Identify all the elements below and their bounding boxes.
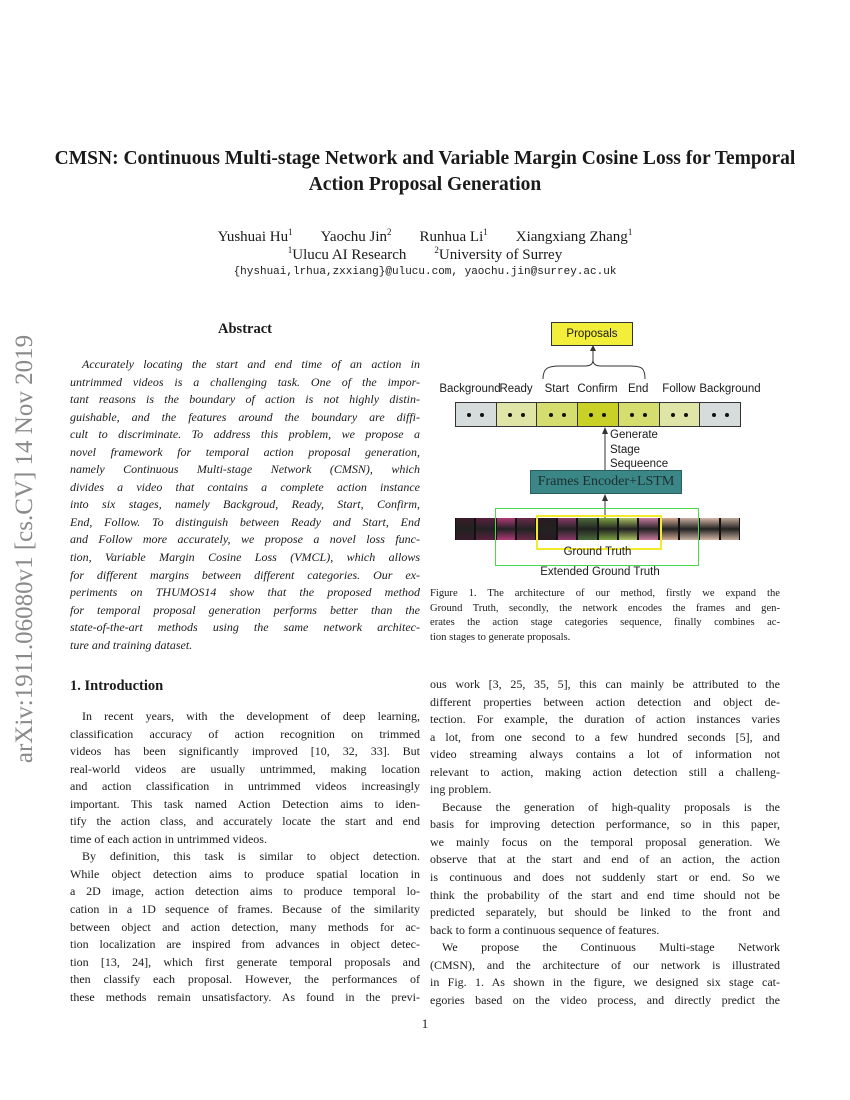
text-line: tection. For example, the duration of action instances varies (430, 712, 780, 727)
text-line: for different margins between different categories. Our ex- (70, 567, 420, 582)
text-line: ing problem. (430, 782, 492, 797)
text-line: think the probability of the start and end time should not be (430, 887, 780, 902)
text-line: relevant to action, making action detection still a challeng- (430, 764, 780, 779)
intro-left-column (70, 708, 420, 1006)
text-line: cult to discriminate. To address this problem, we propose a (70, 427, 420, 442)
stage-label: Background (699, 383, 761, 395)
ground-truth-label: Ground Truth (563, 546, 632, 558)
extended-ground-truth-label: Extended Ground Truth (540, 566, 660, 578)
author-name: Xiangxiang Zhang (515, 229, 628, 245)
dot-icon (467, 413, 471, 417)
text-line: tion stages to generate proposals. (430, 631, 571, 643)
generate-stage-sequence-label (610, 428, 668, 472)
video-frame (700, 518, 718, 540)
text-line: and action classification in untrimmed videos increasingly (70, 779, 420, 794)
text-line: Because the generation of high-quality proposals is the (442, 799, 780, 814)
stage-label: Start (544, 383, 569, 395)
stage-label: Confirm (577, 383, 618, 395)
text-line: a 2D image, action detection aims to produce temporal lo- (70, 884, 420, 899)
text-line: is continuous and does not suddenly start or end. So we (430, 870, 780, 885)
text-line: then classify each proposal. However, the performances of (70, 972, 420, 987)
text-line: these methods remain unsatisfactory. As found in the previ- (70, 989, 420, 1004)
text-line: divides a video that contains a complete action instance (70, 479, 420, 494)
text-line: While object detection aims to produce spatial location in (70, 866, 420, 881)
emails: {hyshuai,lrhua,zxxiang}@ulucu.com, yaochu.jin@surrey.ac.uk (233, 266, 617, 278)
text-line: important. This task named Action Detection aims to iden- (70, 796, 420, 811)
text-line: untrimmed videos is a challenging task. One of the impor- (70, 374, 420, 389)
stage-label: End (627, 383, 649, 395)
dot-icon (725, 413, 729, 417)
text-line: into six stages, namely Backgroud, Ready, Start, Confirm, (70, 497, 420, 512)
text-line: guishable, and the features around the boundary are diffi- (70, 409, 420, 424)
stage-cell (456, 403, 497, 426)
text-line: (CMSN), and the architecture of our network is illustrated (430, 957, 780, 972)
stage-label: Background (439, 383, 501, 395)
text-line: predicted separately, but should be linked to the front and (430, 905, 780, 920)
introduction-heading: 1. Introduction (70, 678, 164, 694)
stage-cell (497, 403, 538, 426)
stage-sequence-bar (455, 402, 741, 427)
brace-arrow-icon (530, 344, 660, 384)
dot-icon (630, 413, 634, 417)
stage-cell (660, 403, 701, 426)
affiliation-name: University of Surrey (438, 247, 563, 263)
figure-caption (430, 587, 780, 645)
dot-icon (562, 413, 566, 417)
text-line: we mainly focus on the temporal proposal generation. We (430, 834, 780, 849)
video-frame (721, 518, 739, 540)
stage-cell (578, 403, 619, 426)
text-line: basis for improving detection performance, so in this paper, (430, 817, 780, 832)
text-line: classification accuracy of action recognition on trimmed (70, 726, 420, 741)
text-line: periments on THUMOS14 show that the proposed method (70, 585, 420, 600)
text-line: tify the action class, and accurately locate the start and end (70, 814, 420, 829)
paper-title: CMSN: Continuous Multi-stage Network and Variable Margin Cosine Loss for Temporal Action Proposal Generation (54, 148, 796, 195)
author-sup: 1 (627, 227, 633, 237)
text-line: By definition, this task is similar to object detection. (82, 849, 420, 864)
text-line: Accurately locating the start and end time of an action in (82, 357, 420, 371)
author-list (0, 227, 850, 246)
dot-icon (643, 413, 647, 417)
generate-line: Generate (610, 429, 658, 441)
arxiv-stamp: arXiv:1911.06080v1 [cs.CV] 14 Nov 2019 (11, 334, 38, 764)
text-line: cation in a 1D sequence of frames. Because of the similarity (70, 902, 420, 917)
text-line: tion [13, 24], which first generate temporal proposals and (70, 954, 420, 969)
author-name: Runhua Li (419, 229, 484, 245)
text-line: in Fig. 1. As shown in the figure, we designed six stage cat- (430, 975, 780, 990)
affiliation-sup: 2 (434, 245, 439, 255)
stage-label: Follow (662, 383, 696, 395)
dot-icon (684, 413, 688, 417)
video-frame (476, 518, 494, 540)
text-line: egories based on the video process, and directly predict the (430, 992, 780, 1007)
affiliation-sup: 1 (287, 245, 293, 255)
dot-icon (589, 413, 593, 417)
text-line: and Follow more accurately, we propose a novel loss func- (70, 532, 420, 547)
abstract-heading: Abstract (218, 321, 272, 337)
text-line: namely Continuous Multi-stage Network (CMSN), which (70, 462, 420, 477)
up-arrow-icon (600, 426, 610, 472)
text-line: real-world videos are usually untrimmed, making location (70, 761, 420, 776)
text-line: between object and action detection, many methods for ac- (70, 919, 420, 934)
text-line: back to form a continuous sequence of features. (430, 922, 660, 937)
text-line: videos has been significantly improved [10, 32, 33]. But (70, 744, 420, 759)
author (321, 229, 392, 245)
text-line: ture and training dataset. (70, 637, 193, 652)
stage-labels (430, 383, 770, 399)
author-name: Yushuai Hu (217, 229, 289, 245)
dot-icon (712, 413, 716, 417)
author (516, 229, 633, 245)
dot-icon (508, 413, 512, 417)
proposals-box: Proposals (551, 322, 633, 346)
author-sup: 1 (288, 227, 293, 237)
text-line: We propose the Continuous Multi-stage Network (442, 940, 780, 955)
dot-icon (521, 413, 525, 417)
text-line: In recent years, with the development of deep learning, (82, 709, 420, 723)
intro-right-column (430, 676, 780, 1009)
text-line: novel framework for temporal action proposal generation, (70, 444, 420, 459)
dot-icon (480, 413, 484, 417)
abstract-body (70, 356, 420, 654)
author-sup: 2 (387, 227, 392, 237)
video-frame (456, 518, 474, 540)
dot-icon (602, 413, 606, 417)
text-line: state-of-the-art methods using the same network architec- (70, 620, 420, 635)
page-number: 1 (421, 1016, 429, 1031)
author-sup: 1 (483, 227, 488, 237)
text-line: for temporal proposal generation performs better than the (70, 602, 420, 617)
stage-cell (537, 403, 578, 426)
text-line: time of each action in untrimmed videos. (70, 831, 267, 846)
text-line: observe that at the start and end of an action, the action (430, 852, 780, 867)
stage-cell (700, 403, 741, 426)
text-line: Ground Truth, secondly, the network encodes the frames and gen- (430, 602, 780, 614)
affiliation (434, 247, 562, 263)
text-line: video streaming always contains a lot of information not (430, 747, 780, 762)
generate-line: Sequeence (610, 458, 669, 470)
affiliation-name: Ulucu AI Research (292, 247, 407, 263)
author-name: Yaochu Jin (320, 229, 387, 245)
text-line: a lot, from one second to a few hundred seconds [5], and (430, 729, 780, 744)
generate-line: Stage (610, 443, 641, 456)
stage-cell (619, 403, 660, 426)
text-line: tion localization are inspired from advances in object detec- (70, 937, 420, 952)
ground-truth-box (536, 515, 662, 550)
author (218, 229, 293, 245)
text-line: End, Follow. To distinguish between Ready and Start, End (70, 514, 420, 529)
affiliation (288, 247, 407, 263)
affiliations (0, 245, 850, 264)
dot-icon (549, 413, 553, 417)
text-line: Figure 1. The architecture of our method, firstly we expand the (430, 588, 780, 599)
text-line: erates the action stage categories sequence, finally combines ac- (430, 617, 780, 628)
text-line: ous work [3, 25, 35, 5], this can mainly be attributed to the (430, 677, 780, 691)
frames-encoder-lstm-box: Frames Encoder+LSTM (530, 470, 682, 494)
stage-label: Ready (499, 383, 533, 395)
dot-icon (671, 413, 675, 417)
text-line: tion, Variable Margin Cosine Loss (VMCL), which allows (70, 550, 420, 565)
text-line: tant reasons is the boundary of action is not highly distin- (70, 392, 420, 407)
author (420, 229, 488, 245)
text-line: different properties between action detection and object de- (430, 694, 780, 709)
